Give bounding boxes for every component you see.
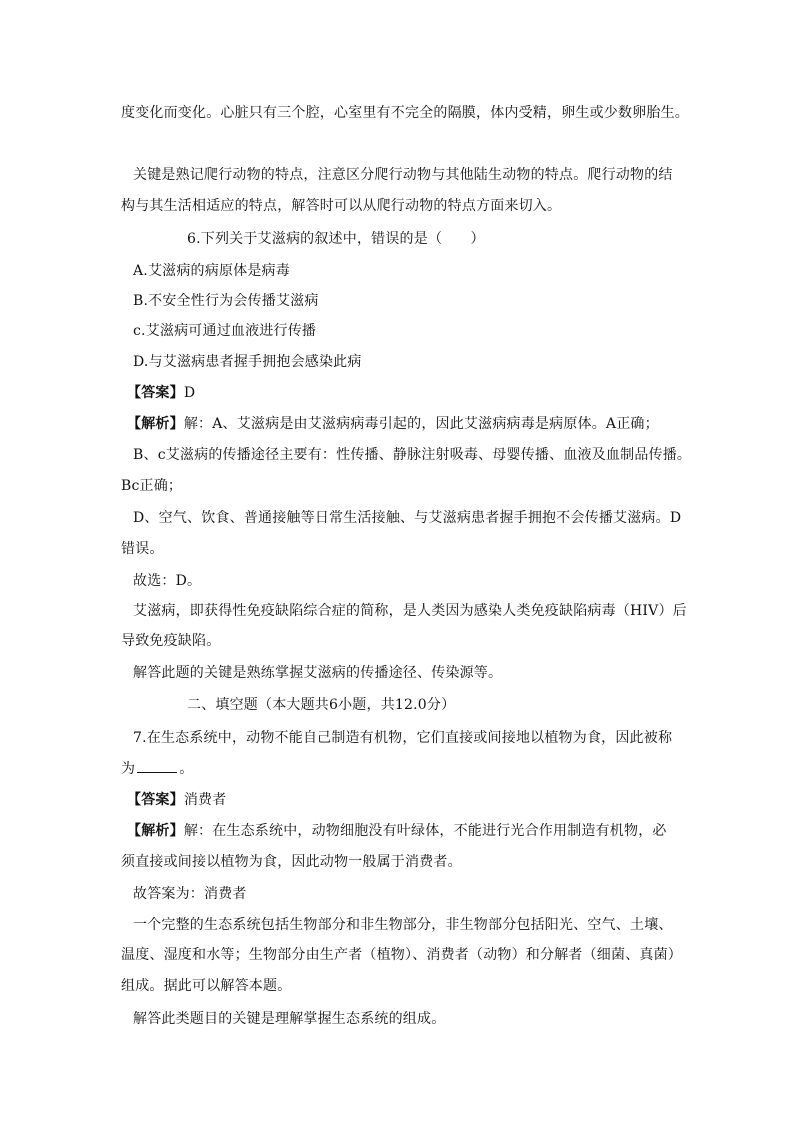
answer-label: 【答案】 [127, 385, 184, 401]
choice-line: 故选：D。 [133, 573, 202, 589]
note-7-line-3: 组成。据此可以解答本题。 [121, 978, 292, 994]
analysis-label: 【解析】 [127, 416, 184, 432]
key-paragraph-line-1: 关键是熟记爬行动物的特点，注意区分爬行动物与其他陆生动物的特点。爬行动物的结 [133, 167, 673, 183]
answer-7-summary: 故答案为：消费者 [133, 886, 247, 902]
question-7-line-2 [121, 760, 193, 778]
section-2-title: 二、填空题（本大题共6小题，共12.0分） [187, 697, 456, 713]
answer-label: 【答案】 [127, 792, 184, 808]
analysis-6-line-5: 错误。 [121, 541, 164, 557]
analysis-label: 【解析】 [127, 823, 184, 839]
question-7-suffix: 。 [179, 761, 194, 777]
analysis-6-line-2: B、c艾滋病的传播途径主要有：性传播、静脉注射吸毒、母婴传播、血液及血制品传播。 [133, 447, 692, 463]
note-6-line-2: 导致免疫缺陷。 [121, 633, 221, 649]
option-d: D.与艾滋病患者握手拥抱会感染此病 [133, 354, 362, 370]
key-6-line: 解答此题的关键是熟练掌握艾滋病的传播途径、传染源等。 [133, 665, 503, 681]
analysis-6-line-3: Bc正确； [121, 478, 183, 494]
answer-value: D [183, 385, 196, 401]
answer-6-line [127, 384, 195, 402]
analysis-6-line-4: D、空气、饮食、普通接触等日常生活接触、与艾滋病患者握手拥抱不会传播艾滋病。D [133, 510, 682, 526]
answer-7-line [127, 791, 226, 809]
note-7-line-1: 一个完整的生态系统包括生物部分和非生物部分，非生物部分包括阳光、空气、土壤、 [133, 917, 673, 933]
key-7-line: 解答此类题目的关键是理解掌握生态系统的组成。 [133, 1011, 446, 1027]
note-7-line-2: 温度、湿度和水等；生物部分由生产者（植物）、消费者（动物）和分解者（细菌、真菌） [121, 947, 682, 963]
question-7-prefix: 为 [121, 761, 136, 777]
answer-value: 消费者 [183, 792, 227, 808]
intro-line: 度变化而变化。心脏只有三个腔，心室里有不完全的隔膜，体内受精，卵生或少数卵胎生。 [121, 105, 689, 121]
option-c: c.艾滋病可通过血液进行传播 [133, 323, 317, 339]
option-b: B.不安全性行为会传播艾滋病 [133, 293, 319, 309]
question-7-line-1: 7.在生态系统中，动物不能自己制造有机物，它们直接或间接地以植物为食，因此被称 [133, 730, 673, 746]
analysis-6-line-1 [127, 415, 659, 433]
question-6: 6.下列关于艾滋病的叙述中，错误的是（ ） [187, 231, 485, 247]
answer-blank [137, 760, 177, 773]
analysis-7-line-1 [127, 822, 667, 840]
analysis-text: 解：A、艾滋病是由艾滋病病毒引起的，因此艾滋病病毒是病原体。A正确； [183, 416, 659, 432]
analysis-7-line-2: 须直接或间接以植物为食，因此动物一般属于消费者。 [121, 854, 462, 870]
note-6-line-1: 艾滋病，即获得性免疫缺陷综合症的简称，是人类因为感染人类免疫缺陷病毒（HIV）后 [133, 603, 687, 619]
key-paragraph-line-2: 构与其生活相适应的特点，解答时可以从爬行动物的特点方面来切入。 [121, 198, 562, 214]
analysis-text: 解：在生态系统中，动物细胞没有叶绿体，不能进行光合作用制造有机物，必 [183, 823, 667, 839]
option-a: A.艾滋病的病原体是病毒 [133, 263, 290, 279]
